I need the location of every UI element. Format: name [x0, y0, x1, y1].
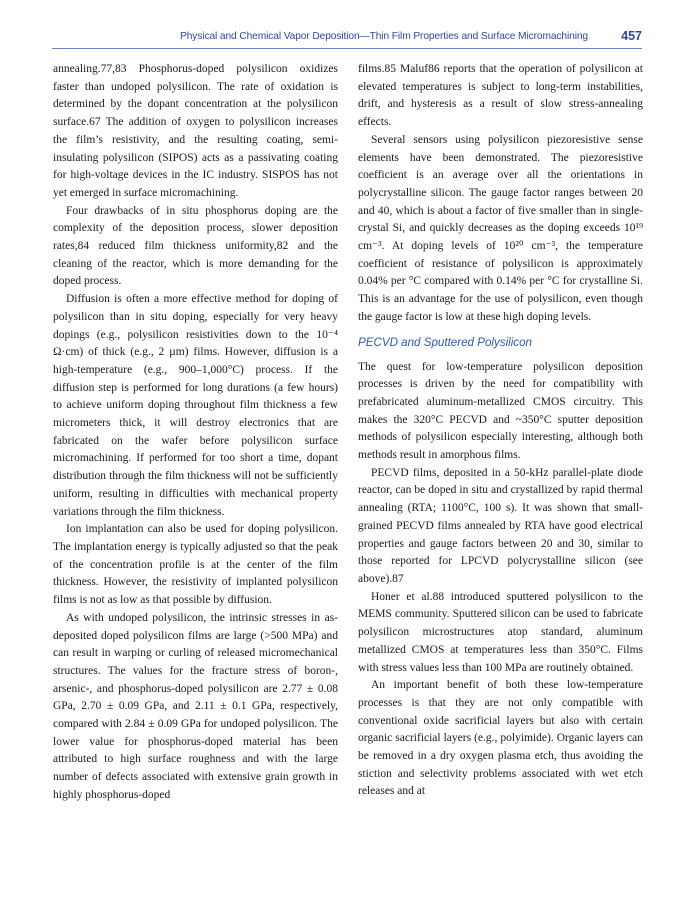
- page-number: 457: [621, 29, 642, 43]
- header-rule: [52, 48, 642, 49]
- right-column: [358, 61, 643, 801]
- paragraph: annealing.77,83 Phosphorus-doped polysilicon oxidizes faster than undoped polysilicon. The rate of oxidation is determined by the dopant concentration at the polysilicon surface.67 The addition of oxygen to polysilicon increases the film’s resistivity, and the resulting coating, semi-insulating polysilicon (SIPOS) acts as a passivating coating for high-voltage devices in the IC industry. SISPOS has not yet emerged in surface micromachining.: [53, 63, 338, 199]
- paragraph: As with undoped polysilicon, the intrinsic stresses in as-deposited doped polysilicon films are large (>500 MPa) and can result in warping or curling of released micromechanical structures. The values for the fracture stress of boron-, arsenic-, and phosphorus-doped polysilicon are 2.77 ± 0.08 GPa, 2.70 ± 0.09 GPa, and 2.11 ± 0.1 GPa, respectively, compared with 2.84 ± 0.09 GPa for undoped polysilicon. The lower value for phosphorus-doped material has been attributed to high surface roughness and with the large number of defects associated with extensive grain growth in highly phosphorus-doped: [53, 611, 338, 801]
- running-title: Physical and Chemical Vapor Deposition—Thin Film Properties and Surface Micromachining: [180, 31, 588, 42]
- paragraph: Four drawbacks of in situ phosphorus doping are the complexity of the deposition process, slower deposition rates,84 reduced film thickness uniformity,82 and the cleaning of the reactor, which is more demanding for the doped process.: [53, 204, 338, 288]
- paragraph: Honer et al.88 introduced sputtered polysilicon to the MEMS community. Sputtered silicon can be used to fabricate polysilicon microstructures atop standard, aluminum metallized CMOS at temperatures less than 350°C. Films with stress values less than 100 MPa are routinely obtained.: [358, 590, 643, 674]
- paragraph: The quest for low-temperature polysilicon deposition processes is driven by the need for compatibility with prefabricated aluminum-metallized CMOS circuitry. This makes the 320°C PECVD and ~350°C sputter deposition methods of polysilicon especially interesting, although both methods result in amorphous films.: [358, 360, 643, 462]
- left-column: [53, 61, 338, 805]
- paragraph: An important benefit of both these low-temperature processes is that they are not only compatible with conventional oxide sacrificial layers but also with certain organic sacrificial layers (e.g., polyimide). Organic layers can be removed in a dry oxygen plasma etch, thus avoiding the stiction and selectivity problems associated with wet etch releases and at: [358, 679, 643, 798]
- paragraph: Diffusion is often a more effective method for doping of polysilicon than in situ doping, especially for very heavy dopings (e.g., polysilicon resistivities down to the 10⁻⁴ Ω·cm) of thick (e.g., 2 µm) films. However, diffusion is a high-temperature (e.g., 900–1,000°C) process. If the diffusion step is performed for long durations (a few hours) to achieve uniform doping throughout film thickness a few micrometers thick, it will destroy electronics that are fabricated on the wafer before polysilicon surface micromachining. If performed for too short a time, dopant distribution through the film thickness will not be sufficiently uniform, resulting in difficulties with mechanical property variations through the film thickness.: [53, 293, 338, 518]
- paragraph: films.85 Maluf86 reports that the operation of polysilicon at elevated temperatures is subject to long-term instabilities, drift, and hysteresis as a result of slow stress-annealing effects.: [358, 63, 643, 129]
- section-heading: PECVD and Sputtered Polysilicon: [358, 335, 532, 349]
- paragraph: Ion implantation can also be used for doping polysilicon. The implantation energy is typically adjusted so that the peak of the concentration profile is at the center of the film thickness. However, the resistivity of implanted polysilicon films is not as low as that possible by diffusion.: [53, 523, 338, 607]
- paragraph: Several sensors using polysilicon piezoresistive sense elements have been demonstrated. The piezoresistive coefficient is an average over all the orientations in polycrystalline silicon. The gauge factor ranges between 20 and 40, which is about a factor of five smaller than in single-crystal Si, and quickly decreases as the doping exceeds 10¹⁹ cm⁻³. At doping levels of 10²⁰ cm⁻³, the temperature coefficient of resistance of polysilicon is approximately 0.04% per °C compared with 0.14% per °C for crystalline Si. This is an advantage for the use of polysilicon, even though the gauge factor is low at these high doping levels.: [358, 133, 643, 323]
- running-header: [52, 29, 642, 49]
- paragraph: PECVD films, deposited in a 50-kHz parallel-plate diode reactor, can be doped in situ and crystallized by rapid thermal annealing (RTA; 1100°C, 100 s). It was shown that small-grained PECVD films annealed by RTA have good electrical properties and gauge factors between 20 and 30, similar to those reported for LPCVD polycrystalline silicon (see above).87: [358, 466, 643, 585]
